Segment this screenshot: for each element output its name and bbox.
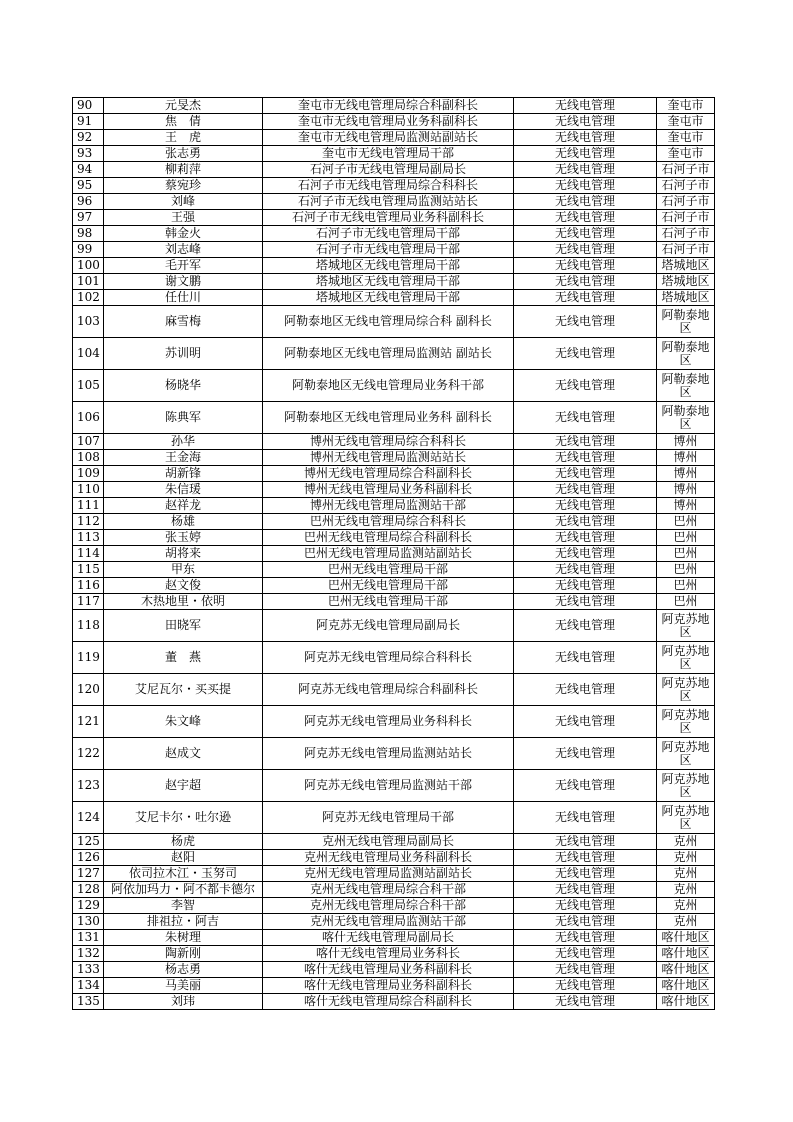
region-cell: 巴州 (657, 578, 715, 594)
region-cell: 塔城地区 (657, 290, 715, 306)
region-cell: 博州 (657, 466, 715, 482)
table-row (73, 338, 715, 370)
department-cell: 无线电管理 (514, 482, 657, 498)
region-cell: 博州 (657, 450, 715, 466)
region-cell: 奎屯市 (657, 130, 715, 146)
department-cell: 无线电管理 (514, 594, 657, 610)
position-cell: 克州无线电管理局监测站干部 (263, 914, 514, 930)
department-cell: 无线电管理 (514, 242, 657, 258)
position-cell: 奎屯市无线电管理局综合科副科长 (263, 98, 514, 114)
region-cell: 石河子市 (657, 242, 715, 258)
name-cell: 马美丽 (104, 978, 263, 994)
position-cell: 博州无线电管理局监测站干部 (263, 498, 514, 514)
position-cell: 巴州无线电管理局干部 (263, 578, 514, 594)
position-cell: 巴州无线电管理局干部 (263, 562, 514, 578)
row-number-cell: 101 (73, 274, 104, 290)
name-cell: 韩金火 (104, 226, 263, 242)
department-cell: 无线电管理 (514, 370, 657, 402)
name-cell: 赵阳 (104, 850, 263, 866)
position-cell: 奎屯市无线电管理局业务科副科长 (263, 114, 514, 130)
position-cell: 喀什无线电管理局业务科长 (263, 946, 514, 962)
row-number-cell: 108 (73, 450, 104, 466)
row-number-cell: 129 (73, 898, 104, 914)
name-cell: 赵祥龙 (104, 498, 263, 514)
position-cell: 阿勒泰地区无线电管理局监测站 副站长 (263, 338, 514, 370)
department-cell: 无线电管理 (514, 530, 657, 546)
name-cell: 艾尼卡尔・吐尔逊 (104, 802, 263, 834)
position-cell: 巴州无线电管理局干部 (263, 594, 514, 610)
department-cell: 无线电管理 (514, 738, 657, 770)
name-cell: 杨志勇 (104, 962, 263, 978)
department-cell: 无线电管理 (514, 610, 657, 642)
region-cell: 克州 (657, 914, 715, 930)
name-cell: 胡新锋 (104, 466, 263, 482)
row-number-cell: 111 (73, 498, 104, 514)
position-cell: 阿克苏无线电管理局业务科科长 (263, 706, 514, 738)
name-cell: 木热地里・依明 (104, 594, 263, 610)
name-cell: 依司拉木江・玉努司 (104, 866, 263, 882)
row-number-cell: 122 (73, 738, 104, 770)
position-cell: 阿勒泰地区无线电管理局综合科 副科长 (263, 306, 514, 338)
name-cell: 甲东 (104, 562, 263, 578)
region-cell: 奎屯市 (657, 98, 715, 114)
table-row (73, 226, 715, 242)
position-cell: 阿克苏无线电管理局副局长 (263, 610, 514, 642)
department-cell: 无线电管理 (514, 898, 657, 914)
region-cell: 克州 (657, 898, 715, 914)
row-number-cell: 128 (73, 882, 104, 898)
table-row (73, 178, 715, 194)
department-cell: 无线电管理 (514, 882, 657, 898)
department-cell: 无线电管理 (514, 866, 657, 882)
name-cell: 王强 (104, 210, 263, 226)
table-row (73, 962, 715, 978)
name-cell: 谢文鹏 (104, 274, 263, 290)
position-cell: 博州无线电管理局监测站站长 (263, 450, 514, 466)
department-cell: 无线电管理 (514, 562, 657, 578)
row-number-cell: 121 (73, 706, 104, 738)
department-cell: 无线电管理 (514, 978, 657, 994)
region-cell: 石河子市 (657, 178, 715, 194)
department-cell: 无线电管理 (514, 450, 657, 466)
position-cell: 阿克苏无线电管理局干部 (263, 802, 514, 834)
table-row (73, 370, 715, 402)
row-number-cell: 90 (73, 98, 104, 114)
department-cell: 无线电管理 (514, 802, 657, 834)
table-row (73, 146, 715, 162)
name-cell: 陶新刚 (104, 946, 263, 962)
row-number-cell: 116 (73, 578, 104, 594)
table-row (73, 258, 715, 274)
position-cell: 博州无线电管理局业务科副科长 (263, 482, 514, 498)
region-cell: 奎屯市 (657, 146, 715, 162)
position-cell: 石河子市无线电管理局业务科副科长 (263, 210, 514, 226)
department-cell: 无线电管理 (514, 226, 657, 242)
position-cell: 塔城地区无线电管理局干部 (263, 290, 514, 306)
row-number-cell: 102 (73, 290, 104, 306)
position-cell: 喀什无线电管理局副局长 (263, 930, 514, 946)
table-row (73, 290, 715, 306)
table-row (73, 882, 715, 898)
position-cell: 石河子市无线电管理局副局长 (263, 162, 514, 178)
name-cell: 王 虎 (104, 130, 263, 146)
department-cell: 无线电管理 (514, 130, 657, 146)
table-row (73, 450, 715, 466)
position-cell: 阿克苏无线电管理局综合科副科长 (263, 674, 514, 706)
region-cell: 阿克苏地区 (657, 770, 715, 802)
region-cell: 石河子市 (657, 194, 715, 210)
table-row (73, 482, 715, 498)
name-cell: 杨晓华 (104, 370, 263, 402)
position-cell: 阿勒泰地区无线电管理局业务科 副科长 (263, 402, 514, 434)
region-cell: 巴州 (657, 546, 715, 562)
position-cell: 克州无线电管理局综合科干部 (263, 898, 514, 914)
name-cell: 任仕川 (104, 290, 263, 306)
position-cell: 石河子市无线电管理局监测站站长 (263, 194, 514, 210)
position-cell: 喀什无线电管理局业务科副科长 (263, 978, 514, 994)
position-cell: 喀什无线电管理局业务科副科长 (263, 962, 514, 978)
department-cell: 无线电管理 (514, 850, 657, 866)
name-cell: 毛开军 (104, 258, 263, 274)
row-number-cell: 134 (73, 978, 104, 994)
name-cell: 阿依加玛力・阿不都卡德尔 (104, 882, 263, 898)
row-number-cell: 95 (73, 178, 104, 194)
row-number-cell: 119 (73, 642, 104, 674)
department-cell: 无线电管理 (514, 834, 657, 850)
region-cell: 巴州 (657, 514, 715, 530)
row-number-cell: 105 (73, 370, 104, 402)
table-row (73, 850, 715, 866)
name-cell: 杨虎 (104, 834, 263, 850)
table-row (73, 514, 715, 530)
row-number-cell: 135 (73, 994, 104, 1010)
region-cell: 巴州 (657, 594, 715, 610)
table-row (73, 402, 715, 434)
table-row (73, 530, 715, 546)
region-cell: 喀什地区 (657, 946, 715, 962)
region-cell: 克州 (657, 866, 715, 882)
department-cell: 无线电管理 (514, 546, 657, 562)
department-cell: 无线电管理 (514, 258, 657, 274)
row-number-cell: 100 (73, 258, 104, 274)
row-number-cell: 127 (73, 866, 104, 882)
position-cell: 克州无线电管理局业务科副科长 (263, 850, 514, 866)
table-row (73, 674, 715, 706)
personnel-table-body (73, 98, 715, 1010)
row-number-cell: 117 (73, 594, 104, 610)
row-number-cell: 110 (73, 482, 104, 498)
region-cell: 克州 (657, 850, 715, 866)
region-cell: 阿克苏地区 (657, 610, 715, 642)
row-number-cell: 126 (73, 850, 104, 866)
row-number-cell: 120 (73, 674, 104, 706)
position-cell: 石河子市无线电管理局干部 (263, 242, 514, 258)
department-cell: 无线电管理 (514, 402, 657, 434)
region-cell: 阿勒泰地区 (657, 402, 715, 434)
name-cell: 刘玮 (104, 994, 263, 1010)
table-row (73, 562, 715, 578)
name-cell: 艾尼瓦尔・买买提 (104, 674, 263, 706)
department-cell: 无线电管理 (514, 114, 657, 130)
table-row (73, 914, 715, 930)
table-row (73, 242, 715, 258)
name-cell: 赵文俊 (104, 578, 263, 594)
name-cell: 王金海 (104, 450, 263, 466)
position-cell: 阿勒泰地区无线电管理局业务科干部 (263, 370, 514, 402)
row-number-cell: 106 (73, 402, 104, 434)
row-number-cell: 99 (73, 242, 104, 258)
region-cell: 喀什地区 (657, 930, 715, 946)
table-row (73, 594, 715, 610)
name-cell: 蔡宛珍 (104, 178, 263, 194)
position-cell: 塔城地区无线电管理局干部 (263, 274, 514, 290)
position-cell: 石河子市无线电管理局干部 (263, 226, 514, 242)
position-cell: 克州无线电管理局副局长 (263, 834, 514, 850)
position-cell: 石河子市无线电管理局综合科科长 (263, 178, 514, 194)
table-row (73, 770, 715, 802)
department-cell: 无线电管理 (514, 178, 657, 194)
table-row (73, 130, 715, 146)
table-row (73, 114, 715, 130)
department-cell: 无线电管理 (514, 962, 657, 978)
region-cell: 喀什地区 (657, 978, 715, 994)
name-cell: 赵宇超 (104, 770, 263, 802)
name-cell: 张玉婷 (104, 530, 263, 546)
table-row (73, 466, 715, 482)
table-row (73, 898, 715, 914)
department-cell: 无线电管理 (514, 706, 657, 738)
position-cell: 塔城地区无线电管理局干部 (263, 258, 514, 274)
department-cell: 无线电管理 (514, 290, 657, 306)
name-cell: 李智 (104, 898, 263, 914)
row-number-cell: 130 (73, 914, 104, 930)
department-cell: 无线电管理 (514, 434, 657, 450)
position-cell: 博州无线电管理局综合科副科长 (263, 466, 514, 482)
position-cell: 喀什无线电管理局综合科副科长 (263, 994, 514, 1010)
table-row (73, 210, 715, 226)
row-number-cell: 104 (73, 338, 104, 370)
table-row (73, 738, 715, 770)
department-cell: 无线电管理 (514, 210, 657, 226)
region-cell: 阿勒泰地区 (657, 338, 715, 370)
position-cell: 克州无线电管理局综合科干部 (263, 882, 514, 898)
department-cell: 无线电管理 (514, 642, 657, 674)
position-cell: 阿克苏无线电管理局监测站站长 (263, 738, 514, 770)
row-number-cell: 103 (73, 306, 104, 338)
table-row (73, 498, 715, 514)
table-row (73, 306, 715, 338)
row-number-cell: 112 (73, 514, 104, 530)
row-number-cell: 98 (73, 226, 104, 242)
region-cell: 阿勒泰地区 (657, 370, 715, 402)
row-number-cell: 107 (73, 434, 104, 450)
row-number-cell: 113 (73, 530, 104, 546)
department-cell: 无线电管理 (514, 674, 657, 706)
table-row (73, 610, 715, 642)
region-cell: 阿勒泰地区 (657, 306, 715, 338)
row-number-cell: 93 (73, 146, 104, 162)
name-cell: 焦 倩 (104, 114, 263, 130)
table-row (73, 546, 715, 562)
region-cell: 博州 (657, 498, 715, 514)
region-cell: 阿克苏地区 (657, 642, 715, 674)
department-cell: 无线电管理 (514, 162, 657, 178)
department-cell: 无线电管理 (514, 946, 657, 962)
table-row (73, 866, 715, 882)
table-row (73, 642, 715, 674)
department-cell: 无线电管理 (514, 338, 657, 370)
personnel-table (72, 97, 715, 1010)
position-cell: 阿克苏无线电管理局综合科科长 (263, 642, 514, 674)
region-cell: 阿克苏地区 (657, 674, 715, 706)
region-cell: 克州 (657, 882, 715, 898)
row-number-cell: 124 (73, 802, 104, 834)
table-row (73, 994, 715, 1010)
department-cell: 无线电管理 (514, 274, 657, 290)
row-number-cell: 109 (73, 466, 104, 482)
department-cell: 无线电管理 (514, 306, 657, 338)
name-cell: 麻雪梅 (104, 306, 263, 338)
region-cell: 巴州 (657, 530, 715, 546)
table-row (73, 578, 715, 594)
region-cell: 博州 (657, 482, 715, 498)
row-number-cell: 115 (73, 562, 104, 578)
name-cell: 柳莉萍 (104, 162, 263, 178)
name-cell: 朱信瑗 (104, 482, 263, 498)
row-number-cell: 131 (73, 930, 104, 946)
region-cell: 克州 (657, 834, 715, 850)
department-cell: 无线电管理 (514, 914, 657, 930)
name-cell: 田晓军 (104, 610, 263, 642)
table-row (73, 946, 715, 962)
region-cell: 石河子市 (657, 226, 715, 242)
department-cell: 无线电管理 (514, 514, 657, 530)
row-number-cell: 125 (73, 834, 104, 850)
position-cell: 克州无线电管理局监测站副站长 (263, 866, 514, 882)
region-cell: 巴州 (657, 562, 715, 578)
table-row (73, 194, 715, 210)
region-cell: 阿克苏地区 (657, 802, 715, 834)
name-cell: 杨雄 (104, 514, 263, 530)
table-row (73, 98, 715, 114)
region-cell: 塔城地区 (657, 258, 715, 274)
department-cell: 无线电管理 (514, 578, 657, 594)
table-row (73, 706, 715, 738)
position-cell: 巴州无线电管理局监测站副站长 (263, 546, 514, 562)
name-cell: 朱文峰 (104, 706, 263, 738)
department-cell: 无线电管理 (514, 466, 657, 482)
position-cell: 奎屯市无线电管理局监测站副站长 (263, 130, 514, 146)
name-cell: 董 燕 (104, 642, 263, 674)
department-cell: 无线电管理 (514, 146, 657, 162)
name-cell: 元旻杰 (104, 98, 263, 114)
table-row (73, 834, 715, 850)
region-cell: 阿克苏地区 (657, 706, 715, 738)
row-number-cell: 114 (73, 546, 104, 562)
position-cell: 阿克苏无线电管理局监测站干部 (263, 770, 514, 802)
region-cell: 塔城地区 (657, 274, 715, 290)
name-cell: 刘志峰 (104, 242, 263, 258)
name-cell: 刘峰 (104, 194, 263, 210)
row-number-cell: 91 (73, 114, 104, 130)
row-number-cell: 123 (73, 770, 104, 802)
table-row (73, 274, 715, 290)
department-cell: 无线电管理 (514, 194, 657, 210)
position-cell: 巴州无线电管理局综合科副科长 (263, 530, 514, 546)
table-row (73, 978, 715, 994)
name-cell: 排祖拉・阿吉 (104, 914, 263, 930)
name-cell: 孙华 (104, 434, 263, 450)
region-cell: 石河子市 (657, 162, 715, 178)
region-cell: 喀什地区 (657, 994, 715, 1010)
region-cell: 阿克苏地区 (657, 738, 715, 770)
position-cell: 奎屯市无线电管理局干部 (263, 146, 514, 162)
name-cell: 苏训明 (104, 338, 263, 370)
region-cell: 喀什地区 (657, 962, 715, 978)
position-cell: 博州无线电管理局综合科科长 (263, 434, 514, 450)
region-cell: 石河子市 (657, 210, 715, 226)
table-row (73, 434, 715, 450)
row-number-cell: 118 (73, 610, 104, 642)
department-cell: 无线电管理 (514, 930, 657, 946)
department-cell: 无线电管理 (514, 98, 657, 114)
department-cell: 无线电管理 (514, 498, 657, 514)
row-number-cell: 97 (73, 210, 104, 226)
row-number-cell: 133 (73, 962, 104, 978)
table-row (73, 162, 715, 178)
table-row (73, 930, 715, 946)
name-cell: 朱树理 (104, 930, 263, 946)
department-cell: 无线电管理 (514, 994, 657, 1010)
row-number-cell: 96 (73, 194, 104, 210)
row-number-cell: 132 (73, 946, 104, 962)
department-cell: 无线电管理 (514, 770, 657, 802)
row-number-cell: 94 (73, 162, 104, 178)
position-cell: 巴州无线电管理局综合科科长 (263, 514, 514, 530)
name-cell: 陈典军 (104, 402, 263, 434)
row-number-cell: 92 (73, 130, 104, 146)
region-cell: 博州 (657, 434, 715, 450)
name-cell: 张志勇 (104, 146, 263, 162)
table-row (73, 802, 715, 834)
name-cell: 赵成文 (104, 738, 263, 770)
region-cell: 奎屯市 (657, 114, 715, 130)
name-cell: 胡将来 (104, 546, 263, 562)
